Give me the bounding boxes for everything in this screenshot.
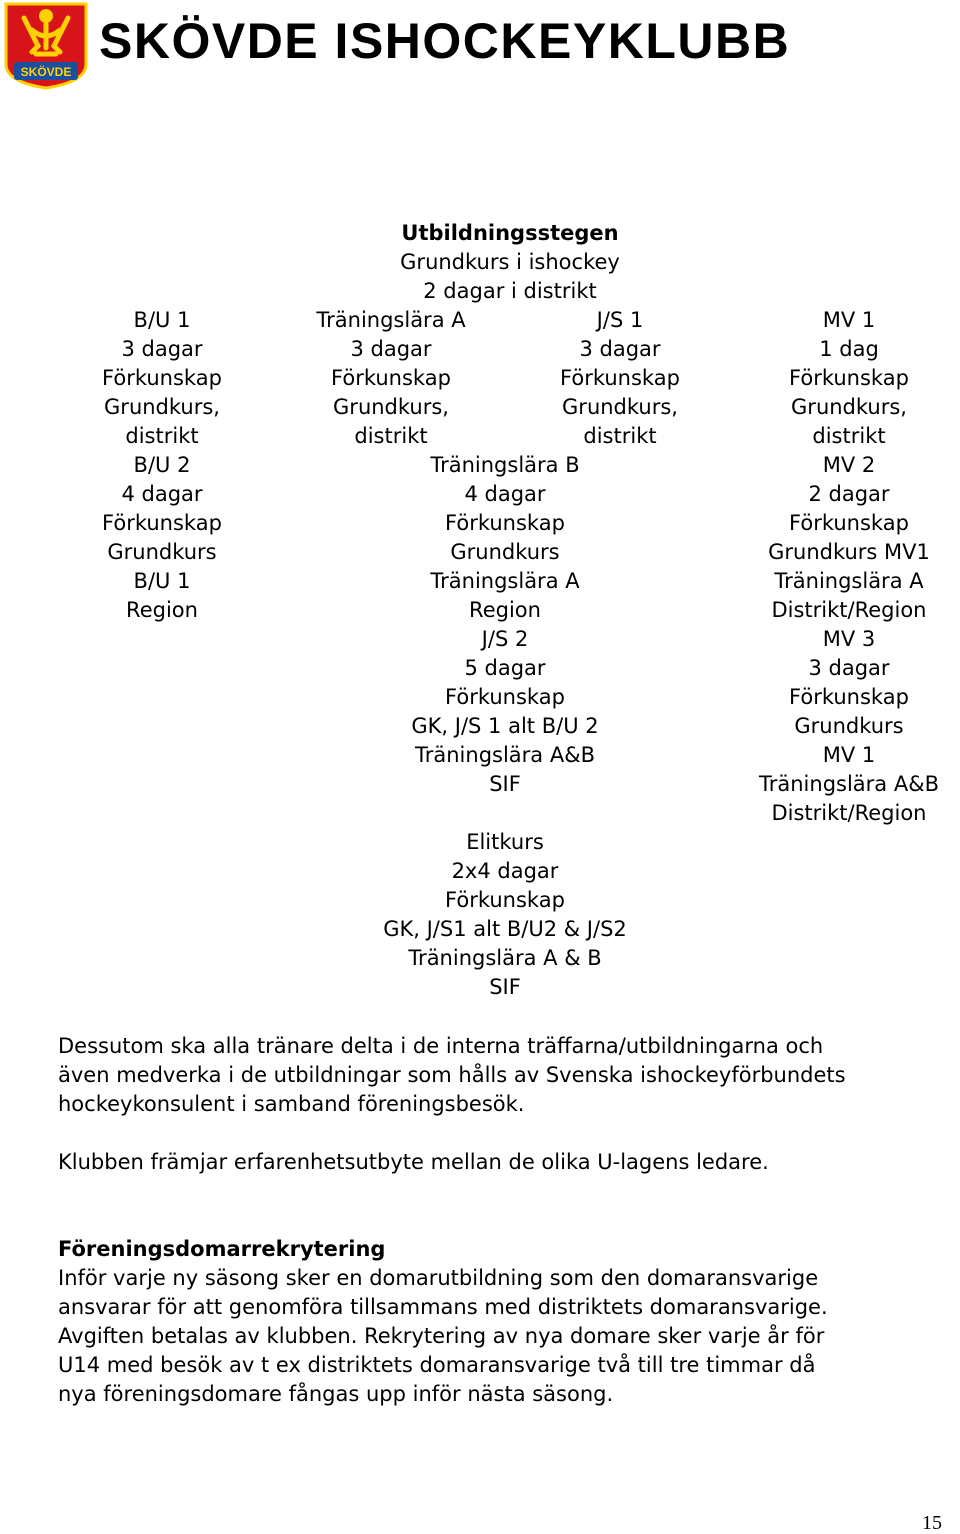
elite-line: GK, J/S1 alt B/U2 & J/S2 [383,917,627,941]
bu-line: Region [126,598,198,622]
mv-line: Träningslära A [774,569,924,593]
bu-line: B/U 1 [133,569,191,593]
mv-line: Grundkurs MV1 [768,540,930,564]
section-referee-recruitment [58,1235,828,1409]
middle-line: 5 dagar [464,656,546,680]
middle-line: SIF [489,772,521,796]
paragraph-line: ansvarar för att genomföra tillsammans med distriktets domaransvarige. [58,1295,828,1319]
middle-line: Träningslära B [430,453,580,477]
mv-line: Förkunskap [789,511,909,535]
mv-line: Distrikt/Region [771,801,927,825]
org-title: SKÖVDE ISHOCKEYKLUBB [99,13,791,69]
mv-line: Förkunskap [789,366,909,390]
middle-line: Förkunskap [445,511,565,535]
mv-line: MV 2 [822,453,876,477]
traningslara-a-line: 3 dagar [350,337,432,361]
middle-line: Träningslära A [430,569,580,593]
bu-line: B/U 1 [133,308,191,332]
middle-line: Träningslära A&B [415,743,595,767]
traningslara-a-line: distrikt [354,424,428,448]
elite-line: SIF [489,975,521,999]
bu-line: Förkunskap [102,511,222,535]
club-crest-icon [4,2,88,90]
paragraph-line: Avgiften betalas av klubben. Rekrytering av nya domare sker varje år för [58,1324,825,1348]
paragraph-line: hockeykonsulent i samband föreningsbesök. [58,1092,525,1116]
ladder-heading-block [310,219,710,306]
spacer [330,799,680,828]
elite-line: Förkunskap [445,888,565,912]
middle-line: 4 dagar [464,482,546,506]
mv-line: MV 1 [822,743,876,767]
js1-line: distrikt [583,424,657,448]
mv-line: distrikt [812,424,886,448]
paragraph-line: nya föreningsdomare fångas upp inför nästa säsong. [58,1382,614,1406]
paragraph-line: U14 med besök av t ex distriktets domaransvarige två till tre timmar då [58,1353,816,1377]
bu-line: Förkunskap [102,366,222,390]
bu-column [62,306,262,625]
js1-line: J/S 1 [596,308,644,332]
bu-line: 4 dagar [121,482,203,506]
mv-line: 1 dag [819,337,879,361]
ladder-heading: Utbildningsstegen [401,221,619,245]
paragraph-line: Inför varje ny säsong sker en domarutbildning som den domaransvarige [58,1266,819,1290]
elite-line: Elitkurs [466,830,544,854]
middle-line: Region [469,598,541,622]
elite-line: Träningslära A & B [408,946,602,970]
bu-line: Grundkurs, [104,395,220,419]
traningslara-a-column [291,306,491,451]
bu-line: distrikt [125,424,199,448]
paragraph-trainers [58,1032,846,1119]
middle-line: GK, J/S 1 alt B/U 2 [411,714,599,738]
ladder-intro-line: Grundkurs i ishockey [400,250,620,274]
paragraph-experience [58,1148,769,1177]
js1-column [520,306,720,451]
traningslara-a-line: Grundkurs, [333,395,449,419]
middle-line: J/S 2 [481,627,529,651]
mv-line: MV 3 [822,627,876,651]
mv-line: Träningslära A&B [759,772,939,796]
bu-line: 3 dagar [121,337,203,361]
club-logo [4,2,88,90]
mv-line: 2 dagar [808,482,890,506]
middle-line: Förkunskap [445,685,565,709]
mv-line: Grundkurs [794,714,904,738]
paragraph-line: Klubben främjar erfarenhetsutbyte mellan de olika U-lagens ledare. [58,1150,769,1174]
js1-line: Grundkurs, [562,395,678,419]
js1-line: Förkunskap [560,366,680,390]
ladder-intro-line: 2 dagar i distrikt [423,279,597,303]
mv-line: Distrikt/Region [771,598,927,622]
bu-line: Grundkurs [107,540,217,564]
mv-line: 3 dagar [808,656,890,680]
js1-line: 3 dagar [579,337,661,361]
traningslara-a-line: Träningslära A [316,308,466,332]
paragraph-line: även medverka i de utbildningar som hålls av Svenska ishockeyförbundets [58,1063,846,1087]
traningslara-a-line: Förkunskap [331,366,451,390]
mv-column [730,306,960,828]
middle-line: Grundkurs [450,540,560,564]
page-number: 15 [922,1512,942,1534]
mv-line: Grundkurs, [791,395,907,419]
paragraph-line: Dessutom ska alla tränare delta i de interna träffarna/utbildningarna och [58,1034,824,1058]
logo-text: SKÖVDE [20,65,72,79]
mv-line: Förkunskap [789,685,909,709]
section-heading: Föreningsdomarrekrytering [58,1237,386,1261]
middle-column [330,451,680,1002]
elite-line: 2x4 dagar [451,859,559,883]
mv-line: MV 1 [822,308,876,332]
bu-line: B/U 2 [133,453,191,477]
